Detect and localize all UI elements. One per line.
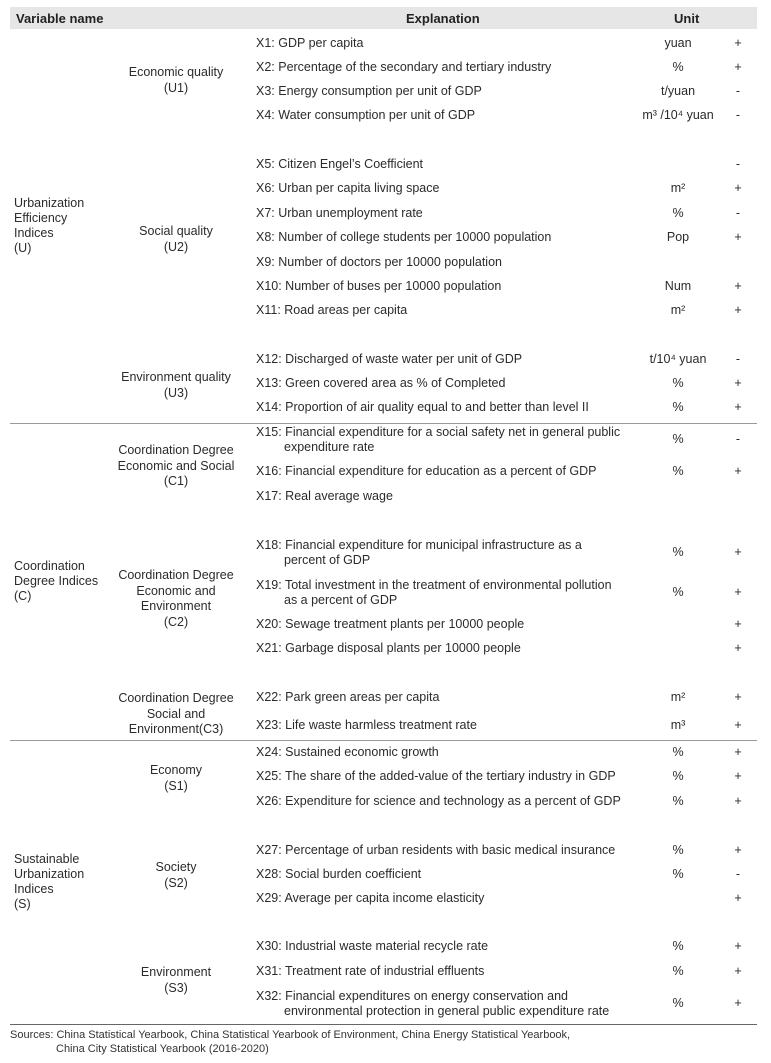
subcategory-label [106,65,246,96]
unit-cell: % [672,745,684,759]
explanation-line: X28: Social burden coefficient [256,867,422,881]
category-label-line: Indices [14,226,54,240]
explanation-cell [256,745,439,760]
explanation-cell [256,400,589,415]
explanation-line: X1: GDP per capita [256,36,364,50]
explanation-cell [256,425,620,455]
direction-sign: - [735,352,741,366]
subcategory-label-line: Environment [140,965,212,979]
explanation-cell [256,279,501,294]
explanation-cell [256,255,502,270]
unit-cell: % [672,964,684,978]
explanation-line: X26: Expenditure for science and technology as a percent of GDP [256,794,621,808]
direction-sign: + [734,843,742,857]
subcategory-label-line: (U1) [163,80,189,95]
category-label-line: Urbanization [14,196,85,210]
unit-cell: % [672,206,684,220]
direction-sign: + [734,376,742,390]
subcategory-label-line: (S3) [164,980,188,995]
subcategory-label-line: Social quality [139,224,213,238]
direction-sign: + [734,794,742,808]
direction-sign: + [734,181,742,195]
category-label-line: (U) [14,241,32,255]
explanation-line: X25: The share of the added-value of the tertiary industry in GDP [256,769,616,783]
subcategory-label [106,224,246,255]
explanation-line: X9: Number of doctors per 10000 population [256,255,502,269]
section-divider-c-s [10,740,757,741]
table-header [10,7,757,29]
subcategory-label-line: Coordination Degree [118,443,234,457]
explanation-cell [256,489,393,504]
explanation-line: X21: Garbage disposal plants per 10000 people [256,641,521,655]
explanation-line: X31: Treatment rate of industrial effluents [256,964,485,978]
direction-sign: + [734,891,742,905]
unit-cell: % [672,400,684,414]
explanation-cell [256,939,488,954]
direction-sign: + [734,585,742,599]
explanation-cell [256,464,596,479]
explanation-line: X20: Sewage treatment plants per 10000 people [256,617,525,631]
subcategory-label-line: Environment(C3) [128,722,224,736]
direction-sign: + [734,641,742,655]
subcategory-label-line: Coordination Degree [118,691,234,705]
explanation-cell [256,108,475,123]
category-label-line: Urbanization [14,867,85,881]
category-label-line: Degree Indices [14,574,99,588]
explanation-line: expenditure rate [284,440,375,454]
sources-line-2: China City Statistical Yearbook (2016-2020) [56,1043,269,1055]
explanation-cell [256,157,423,172]
unit-cell: % [672,939,684,953]
explanation-cell [256,794,621,809]
unit-cell: % [672,432,684,446]
subcategory-label [106,965,246,996]
subcategory-label [106,691,246,738]
direction-sign: + [734,964,742,978]
unit-cell: Num [664,279,692,293]
unit-cell: m² [670,303,686,317]
category-label-line: (C) [14,589,32,603]
subcategory-label-line: Society [155,860,197,874]
header-explanation: Explanation [406,11,480,26]
subcategory-label [106,568,246,630]
explanation-cell [256,230,551,245]
explanation-line: X4: Water consumption per unit of GDP [256,108,476,122]
unit-cell: m² [670,690,686,704]
direction-sign: - [735,206,741,220]
direction-sign: - [735,84,741,98]
category-label [14,559,98,604]
explanation-cell [256,690,439,705]
direction-sign: - [735,867,741,881]
direction-sign: + [734,690,742,704]
explanation-cell [256,641,521,656]
direction-sign: + [734,60,742,74]
category-label-line: Sustainable [14,852,80,866]
explanation-line: X7: Urban unemployment rate [256,206,423,220]
direction-sign: + [734,939,742,953]
explanation-line: X2: Percentage of the secondary and tertiary industry [256,60,552,74]
subcategory-label-line: (C1) [163,474,189,488]
subcategory-label-line: Environment [140,599,212,613]
subcategory-label-line: Coordination Degree [118,568,234,582]
direction-sign: + [734,303,742,317]
category-label-line: (S) [14,897,31,911]
explanation-line: X15: Financial expenditure for a social safety net in general public [256,425,621,439]
explanation-line: X17: Real average wage [256,489,393,503]
unit-cell: t/10⁴ yuan [649,352,707,366]
unit-cell: yuan [664,36,692,50]
subcategory-label-line: Social and [146,706,206,721]
section-divider-u-c [10,423,757,424]
explanation-line: X14: Proportion of air quality equal to and better than level II [256,400,589,414]
explanation-line: X13: Green covered area as % of Completed [256,376,506,390]
category-label [14,852,84,912]
explanation-cell [256,617,524,632]
subcategory-label-line: Economic and [136,583,216,598]
unit-cell: m³ [670,718,686,732]
explanation-cell [256,84,482,99]
subcategory-label [106,443,246,490]
direction-sign: + [734,279,742,293]
subcategory-label-line: (S2) [164,875,188,890]
explanation-cell [256,718,477,733]
unit-cell: m³ /10⁴ yuan [642,108,714,122]
subcategory-label [106,860,246,891]
direction-sign: + [734,718,742,732]
subcategory-label-line: (S1) [164,778,188,793]
explanation-line: X27: Percentage of urban residents with basic medical insurance [256,843,616,857]
subcategory-label-line: Economy [149,763,203,777]
sources-note [10,1028,570,1056]
subcategory-label-line: Economic and Social [117,458,235,473]
direction-sign: - [735,108,741,122]
subcategory-label-line: (U2) [163,239,189,254]
subcategory-label [106,763,246,794]
explanation-line: percent of GDP [284,553,371,567]
explanation-cell [256,867,421,882]
explanation-line: X22: Park green areas per capita [256,690,440,704]
explanation-line: X3: Energy consumption per unit of GDP [256,84,482,98]
direction-sign: - [735,432,741,446]
direction-sign: + [734,745,742,759]
explanation-line: X24: Sustained economic growth [256,745,439,759]
explanation-line: X18: Financial expenditure for municipal infrastructure as a [256,538,582,552]
explanation-cell [256,843,615,858]
unit-cell: % [672,794,684,808]
explanation-line: X23: Life waste harmless treatment rate [256,718,477,732]
table-bottom-rule [10,1024,757,1025]
direction-sign: + [734,769,742,783]
explanation-line: X16: Financial expenditure for education as a percent of GDP [256,464,597,478]
direction-sign: + [734,996,742,1010]
subcategory-label-line: Economic quality [128,65,224,79]
explanation-line: X11: Road areas per capita [256,303,408,317]
subcategory-label-line: (C2) [163,614,189,629]
explanation-cell [256,891,484,906]
subcategory-label [106,370,246,401]
unit-cell: t/yuan [660,84,696,98]
direction-sign: + [734,617,742,631]
unit-cell: % [672,585,684,599]
explanation-line: as a percent of GDP [284,593,398,607]
unit-cell: Pop [666,230,690,244]
explanation-line: X12: Discharged of waste water per unit of GDP [256,352,523,366]
unit-cell: % [672,769,684,783]
header-variable-name: Variable name [16,11,104,26]
unit-cell: % [672,867,684,881]
category-label [14,196,84,256]
explanation-cell [256,538,582,568]
direction-sign: + [734,36,742,50]
direction-sign: + [734,545,742,559]
unit-cell: % [672,60,684,74]
category-label-line: Coordination [14,559,85,573]
category-label-line: Efficiency [14,211,68,225]
unit-cell: % [672,843,684,857]
explanation-cell [256,36,363,51]
unit-cell: % [672,376,684,390]
direction-sign: - [735,157,741,171]
explanation-line: environmental protection in general public expenditure rate [284,1004,610,1018]
explanation-line: X29: Average per capita income elasticity [256,891,485,905]
explanation-cell [256,352,522,367]
subcategory-label-line: (U3) [163,385,189,400]
explanation-cell [256,964,484,979]
direction-sign: + [734,400,742,414]
unit-cell: % [672,464,684,478]
direction-sign: + [734,464,742,478]
subcategory-label-line: Environment quality [121,370,231,384]
explanation-cell [256,578,612,608]
sources-line-1: Sources: China Statistical Yearbook, China Statistical Yearbook of Environment, China Energy Statistical Yearbook, [10,1029,571,1041]
explanation-line: X30: Industrial waste material recycle rate [256,939,489,953]
explanation-cell [256,376,505,391]
direction-sign: + [734,230,742,244]
explanation-line: X32: Financial expenditures on energy conservation and [256,989,569,1003]
explanation-line: X5: Citizen Engel’s Coefficient [256,157,423,171]
explanation-cell [256,769,616,784]
unit-cell: % [672,545,684,559]
explanation-line: X19: Total investment in the treatment of environmental pollution [256,578,612,592]
header-unit: Unit [674,11,700,26]
explanation-cell [256,206,423,221]
explanation-cell [256,989,609,1019]
explanation-line: X10: Number of buses per 10000 population [256,279,502,293]
category-label-line: Indices [14,882,54,896]
unit-cell: m² [670,181,686,195]
explanation-cell [256,303,407,318]
explanation-line: X6: Urban per capita living space [256,181,440,195]
explanation-cell [256,181,439,196]
unit-cell: % [672,996,684,1010]
explanation-line: X8: Number of college students per 10000 population [256,230,552,244]
explanation-cell [256,60,551,75]
